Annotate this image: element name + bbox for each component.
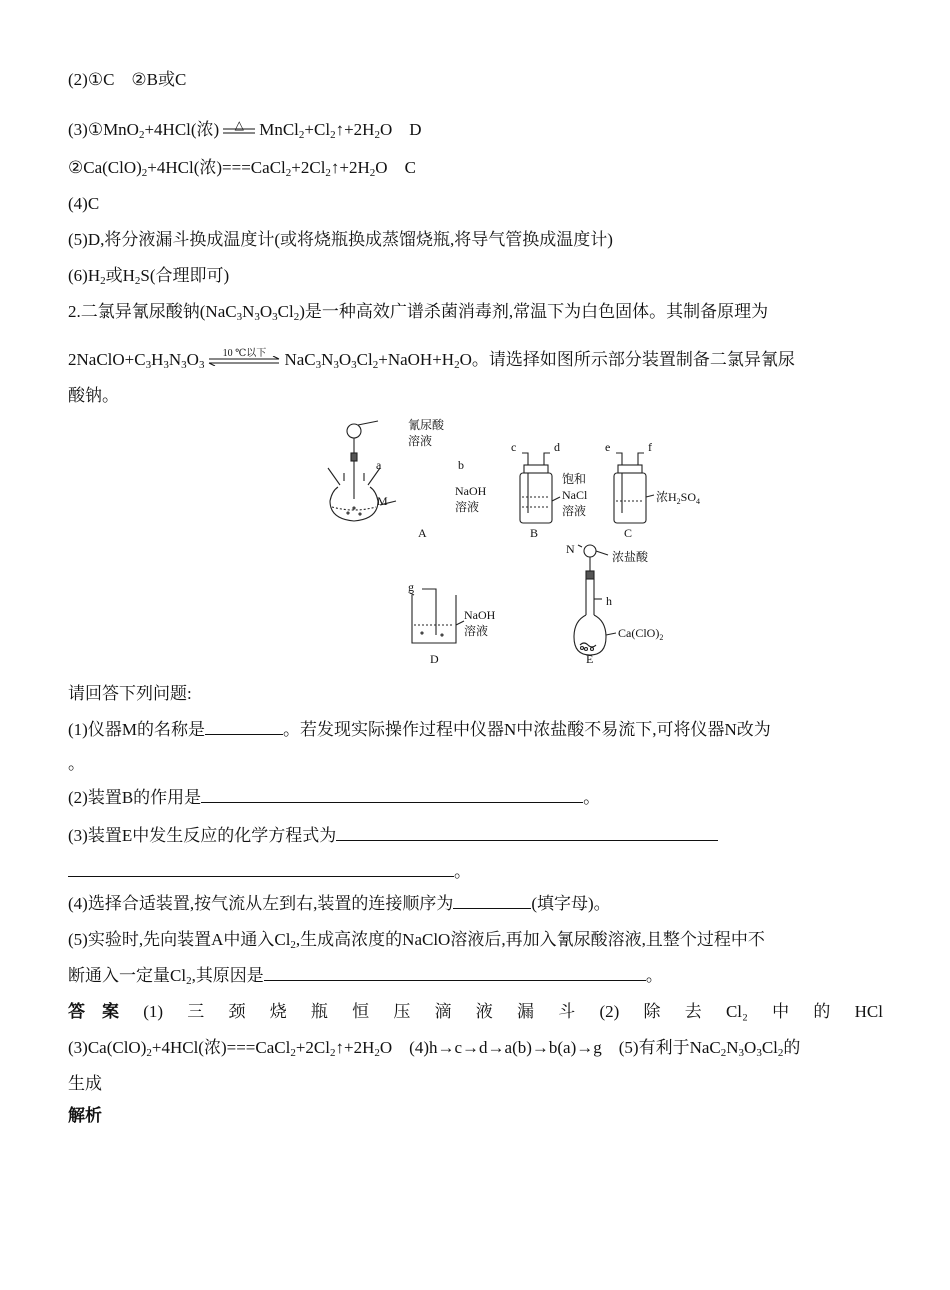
question-3: (3)装置E中发生反应的化学方程式为 [68, 824, 718, 848]
question-1: (1)仪器M的名称是 。若发现实际操作过程中仪器N中浓盐酸不易流下,可将仪器N改为 [68, 720, 771, 739]
answer-line-6: $(6)H_2$或$H_2S$(合理即可) [68, 266, 230, 287]
label-conc-hcl: 浓盐酸 [612, 550, 649, 564]
answer-line-3b: $②Ca(ClO)_2+4HCl$(浓)$===CaCl_2+2Cl_2↑+2H_2O$ C [68, 158, 416, 179]
label-c: c [511, 440, 517, 454]
label-solution-b: 溶液 [562, 504, 587, 518]
question-intro-line3: 酸钠。 [68, 386, 119, 405]
answer-blank-3a[interactable] [336, 824, 718, 841]
label-a: a [376, 458, 382, 472]
label-solution-a: 溶液 [455, 500, 480, 514]
question-prompt: 请回答下列问题: [68, 684, 192, 703]
label-conc-h2so4: 浓$H_2SO_4$ [656, 490, 701, 506]
question-5: (5)实验时,先向装置A中通入$Cl_2$,生成高浓度的NaClO溶液后,再加入氰尿酸溶液,且整个过程中不 [68, 930, 765, 951]
answer-blank-1[interactable] [205, 718, 283, 735]
label-apparatus-a: A [418, 526, 427, 540]
answer-blank-4[interactable] [453, 892, 531, 909]
answer-line-b: $(3)Ca(ClO)_2+4HCl$(浓)$===CaCl_2+2Cl_2↑+2H_2O$ (4)h→c→d→a(b)→b(a)→g (5)有利于$NaC_2N_3O_3Cl_2$的 [68, 1038, 801, 1059]
label-e: e [605, 440, 611, 454]
question-equation-line: $2NaClO+C_3H_3N_3O_3$ 10 ℃以下 $NaC_3N_3O_3Cl_2+NaOH+H_2O$。请选择如图所示部分装置制备二氯异氰尿 [68, 348, 795, 371]
label-apparatus-e: E [586, 652, 594, 666]
label-d: d [554, 440, 560, 454]
label-h: h [606, 594, 612, 608]
question-4: (4)选择合适装置,按气流从左到右,装置的连接顺序为 (填字母)。 [68, 894, 611, 913]
label-f: f [648, 440, 652, 454]
answer-line-c: 生成 [68, 1074, 102, 1093]
apparatus-c [614, 453, 654, 523]
label-naoh-a: NaOH [455, 484, 487, 498]
answer-line-3: (3)①MnO$_2$+4HCl(浓) △ $MnCl_2+Cl_2↑+2H_2O$ D [68, 118, 422, 141]
answer-label: 答 案 [68, 1002, 119, 1021]
question-3-cont: 。 [68, 860, 471, 884]
answer-line-4: (4)C [68, 194, 100, 213]
answer-blank-3b[interactable] [68, 860, 454, 877]
question-1-end: 。 [68, 754, 85, 773]
answer-line-2: (2)①C ②B或C [68, 70, 187, 89]
analysis-label: 解析 [68, 1106, 102, 1125]
label-apparatus-c: C [624, 526, 633, 540]
label-cyanuric-acid: 氰尿酸 [408, 418, 445, 432]
question-intro-line1: 2.二氯异氰尿酸钠$(NaC_3N_3O_3Cl_2)$是一种高效广谱杀菌消毒剂,常温下为白色固体。其制备原理为 [68, 302, 769, 323]
answer-blank-5[interactable] [264, 964, 646, 981]
label-cyanuric-acid-solution: 溶液 [408, 434, 433, 448]
answer-header-line: 答 案 (1) 三 颈 烧 瓶 恒 压 滴 液 漏 斗 (2) 除 去 Cl₂ 中 的 HCl [68, 1000, 883, 1024]
label-m: M [377, 494, 388, 508]
label-b: b [458, 458, 464, 472]
label-ca-clo-2: $Ca(ClO)_2$ [618, 626, 664, 642]
reversible-arrow: 10 ℃以下 [207, 356, 281, 366]
answer-line-5: (5)D,将分液漏斗换成温度计(或将烧瓶换成蒸馏烧瓶,将导气管换成温度计) [68, 230, 613, 249]
apparatus-figure [308, 413, 728, 671]
question-5-cont: 断通入一定量$Cl_2$,其原因是 。 [68, 966, 663, 987]
heat-equals-sign: △ [234, 118, 244, 133]
answer-blank-2[interactable] [201, 786, 583, 803]
label-apparatus-d: D [430, 652, 439, 666]
label-saturated: 饱和 [562, 472, 587, 486]
question-2: (2)装置B的作用是 。 [68, 788, 601, 807]
label-solution-d: 溶液 [464, 624, 489, 638]
label-naoh-d: NaOH [464, 608, 496, 622]
apparatus-b [520, 453, 560, 523]
label-apparatus-b: B [530, 526, 539, 540]
apparatus-d [410, 589, 464, 643]
label-g: g [408, 580, 414, 594]
label-nacl: NaCl [562, 488, 588, 502]
label-n: N [566, 542, 575, 556]
